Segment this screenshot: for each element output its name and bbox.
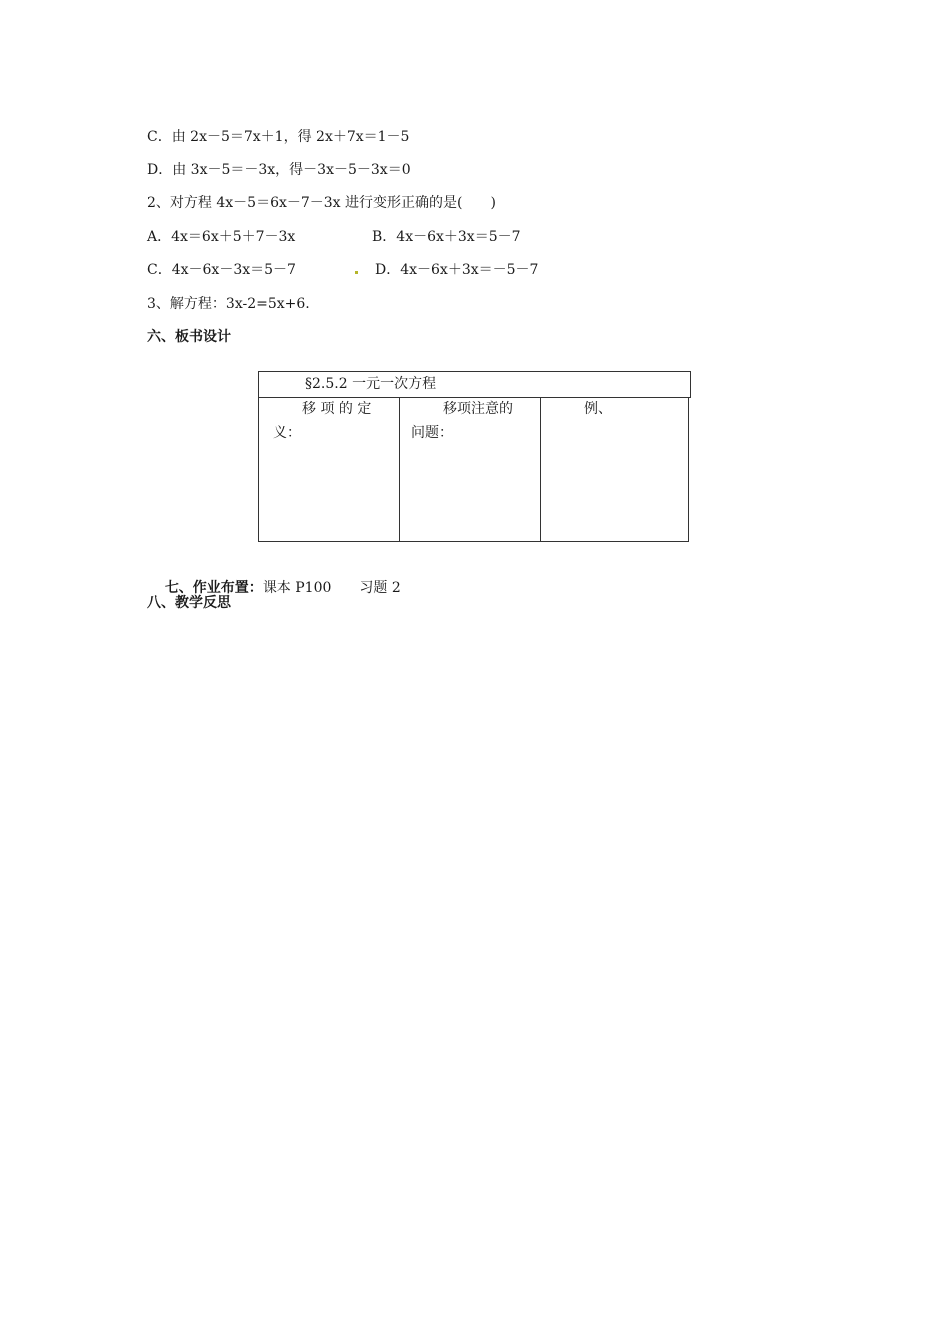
- column-divider: [540, 397, 541, 541]
- option-d-2: D．4x－6x＋3x＝－5－7: [375, 262, 539, 278]
- section-6-heading: 六、板书设计: [147, 329, 231, 345]
- col2-text-line-1: 移项注意的: [443, 401, 513, 417]
- board-cells-row: [258, 397, 689, 542]
- col1-text-line-1: 移 项 的 定: [302, 401, 372, 417]
- option-d-line-1: D．由 3x－5＝－3x，得－3x－5－3x＝0: [147, 162, 411, 178]
- board-title: §2.5.2 一元一次方程: [305, 376, 437, 392]
- question-2: 2、对方程 4x－5＝6x－7－3x 进行变形正确的是( ): [147, 195, 496, 211]
- option-c-2: C．4x－6x－3x＝5－7: [147, 262, 296, 278]
- option-b-2: B．4x－6x＋3x＝5－7: [372, 229, 521, 245]
- col2-text-line-2: 问题：: [411, 425, 453, 441]
- col3-text-line-1: 例、: [584, 401, 612, 417]
- col1-text-line-2: 义：: [273, 425, 301, 441]
- stray-dot-mark: [355, 271, 358, 274]
- board-title-row: [258, 371, 691, 398]
- section-7-text: 课本 P100 习题 2: [262, 580, 401, 596]
- blackboard-design-table: [258, 371, 692, 543]
- option-c-line-1: C．由 2x－5＝7x＋1，得 2x＋7x＝1－5: [147, 129, 410, 145]
- section-7-heading: 七、作业布置：: [164, 580, 263, 596]
- option-a-2: A．4x＝6x＋5＋7－3x: [147, 229, 296, 245]
- section-8-heading: 八、教学反思: [147, 595, 231, 611]
- column-divider: [399, 397, 400, 541]
- question-3: 3、解方程：3x-2=5x+6.: [147, 296, 310, 312]
